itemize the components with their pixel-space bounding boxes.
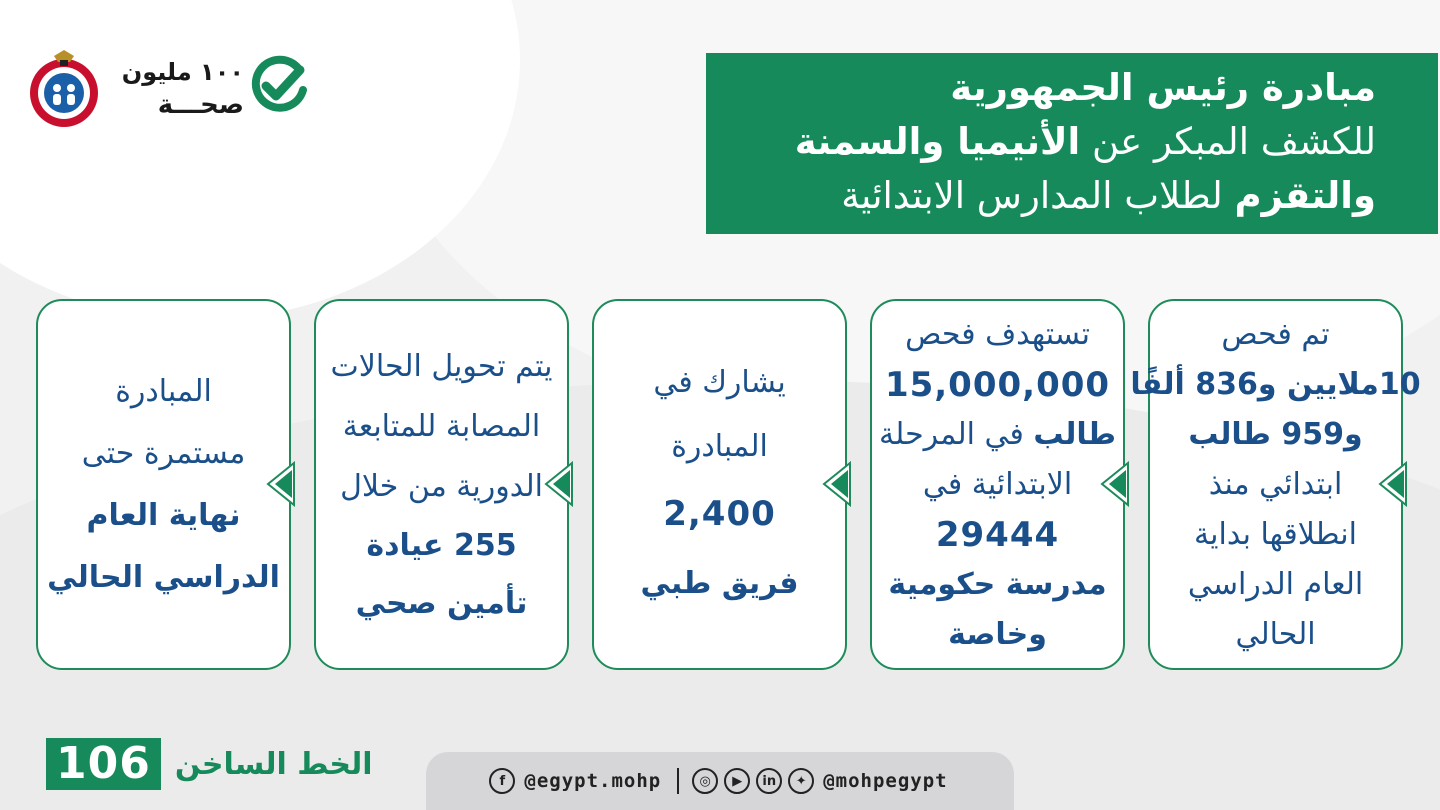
arrow-left-icon <box>266 461 296 507</box>
card-line: المبادرة <box>115 373 212 409</box>
card-line: مدرسة حكومية <box>888 566 1107 602</box>
card-line: يشارك في <box>653 364 786 400</box>
card-line: المصابة للمتابعة <box>342 408 541 444</box>
logo-area <box>26 48 306 134</box>
divider <box>677 768 679 794</box>
info-card-target <box>870 299 1125 670</box>
title-line-1 <box>746 61 1376 115</box>
card-line: الدراسي الحالي <box>47 559 280 595</box>
ministry-seal-icon <box>26 48 102 130</box>
facebook-icon[interactable]: f <box>489 768 515 794</box>
twitter-icon[interactable]: ✦ <box>788 768 814 794</box>
card-line: تستهدف فحص <box>905 316 1090 352</box>
card-line: و959 طالب <box>1188 416 1363 452</box>
card-line: 15,000,000 <box>884 364 1111 405</box>
linkedin-icon[interactable]: in <box>756 768 782 794</box>
title-line-3b: لطلاب المدارس الابتدائية <box>841 174 1235 217</box>
arrow-left-icon <box>544 461 574 507</box>
card-line <box>879 410 1116 460</box>
hotline-number: 106 <box>46 738 161 790</box>
title-line-3 <box>746 169 1376 223</box>
card-line-part: في المرحلة <box>879 416 1034 452</box>
info-card-referral <box>314 299 569 670</box>
card-line: يتم تحويل الحالات <box>330 348 553 384</box>
info-card-screened <box>1130 299 1421 670</box>
card-line: وخاصة <box>948 616 1047 652</box>
hotline-label: الخط الساخن <box>174 746 373 782</box>
card-line: ابتدائي منذ <box>1208 466 1343 502</box>
card-line: 29444 <box>935 514 1060 555</box>
arrow-left-icon <box>1378 461 1408 507</box>
info-card-duration <box>36 299 291 670</box>
arrow-left-icon <box>822 461 852 507</box>
card-line: 2,400 <box>663 493 776 534</box>
card-line: فريق طبي <box>640 565 799 601</box>
info-card-teams <box>592 299 847 670</box>
title-line-1-text: مبادرة رئيس الجمهورية <box>950 66 1376 109</box>
brand-logo <box>110 54 310 124</box>
title-banner <box>706 53 1438 234</box>
card-line: الدورية من خلال <box>340 468 543 504</box>
hotline <box>46 738 373 790</box>
youtube-icon[interactable]: ▶ <box>724 768 750 794</box>
card-line: الحالي <box>1235 616 1316 652</box>
title-line-3a: والتقزم <box>1234 174 1376 217</box>
card-line: نهاية العام <box>86 497 241 533</box>
card-line: انطلاقها بداية <box>1194 516 1357 552</box>
brand-line-1: ١٠٠ مليون <box>121 58 244 86</box>
card-line: 10ملايين و836 ألفًا <box>1130 366 1421 402</box>
card-line: المبادرة <box>671 428 768 464</box>
card-line: مستمرة حتى <box>81 435 246 471</box>
card-line: تم فحص <box>1221 316 1330 352</box>
social-bar <box>426 752 1014 810</box>
title-line-2a: للكشف المبكر عن <box>1080 120 1376 163</box>
title-line-2 <box>746 115 1376 169</box>
card-line: العام الدراسي <box>1187 566 1364 602</box>
card-line-part: طالب <box>1033 416 1116 452</box>
card-line: الابتدائية في <box>922 466 1073 502</box>
card-line: تأمين صحي <box>355 585 528 621</box>
social-handle[interactable]: @mohpegypt <box>823 770 948 792</box>
instagram-icon[interactable]: ◎ <box>692 768 718 794</box>
title-line-2b: الأنيميا والسمنة <box>794 120 1081 163</box>
facebook-handle[interactable]: @egypt.mohp <box>524 770 662 792</box>
arrow-left-icon <box>1100 461 1130 507</box>
brand-line-2: صحـــة <box>157 90 244 120</box>
check-circle-icon <box>248 54 310 116</box>
card-line: 255 عيادة <box>366 527 517 563</box>
